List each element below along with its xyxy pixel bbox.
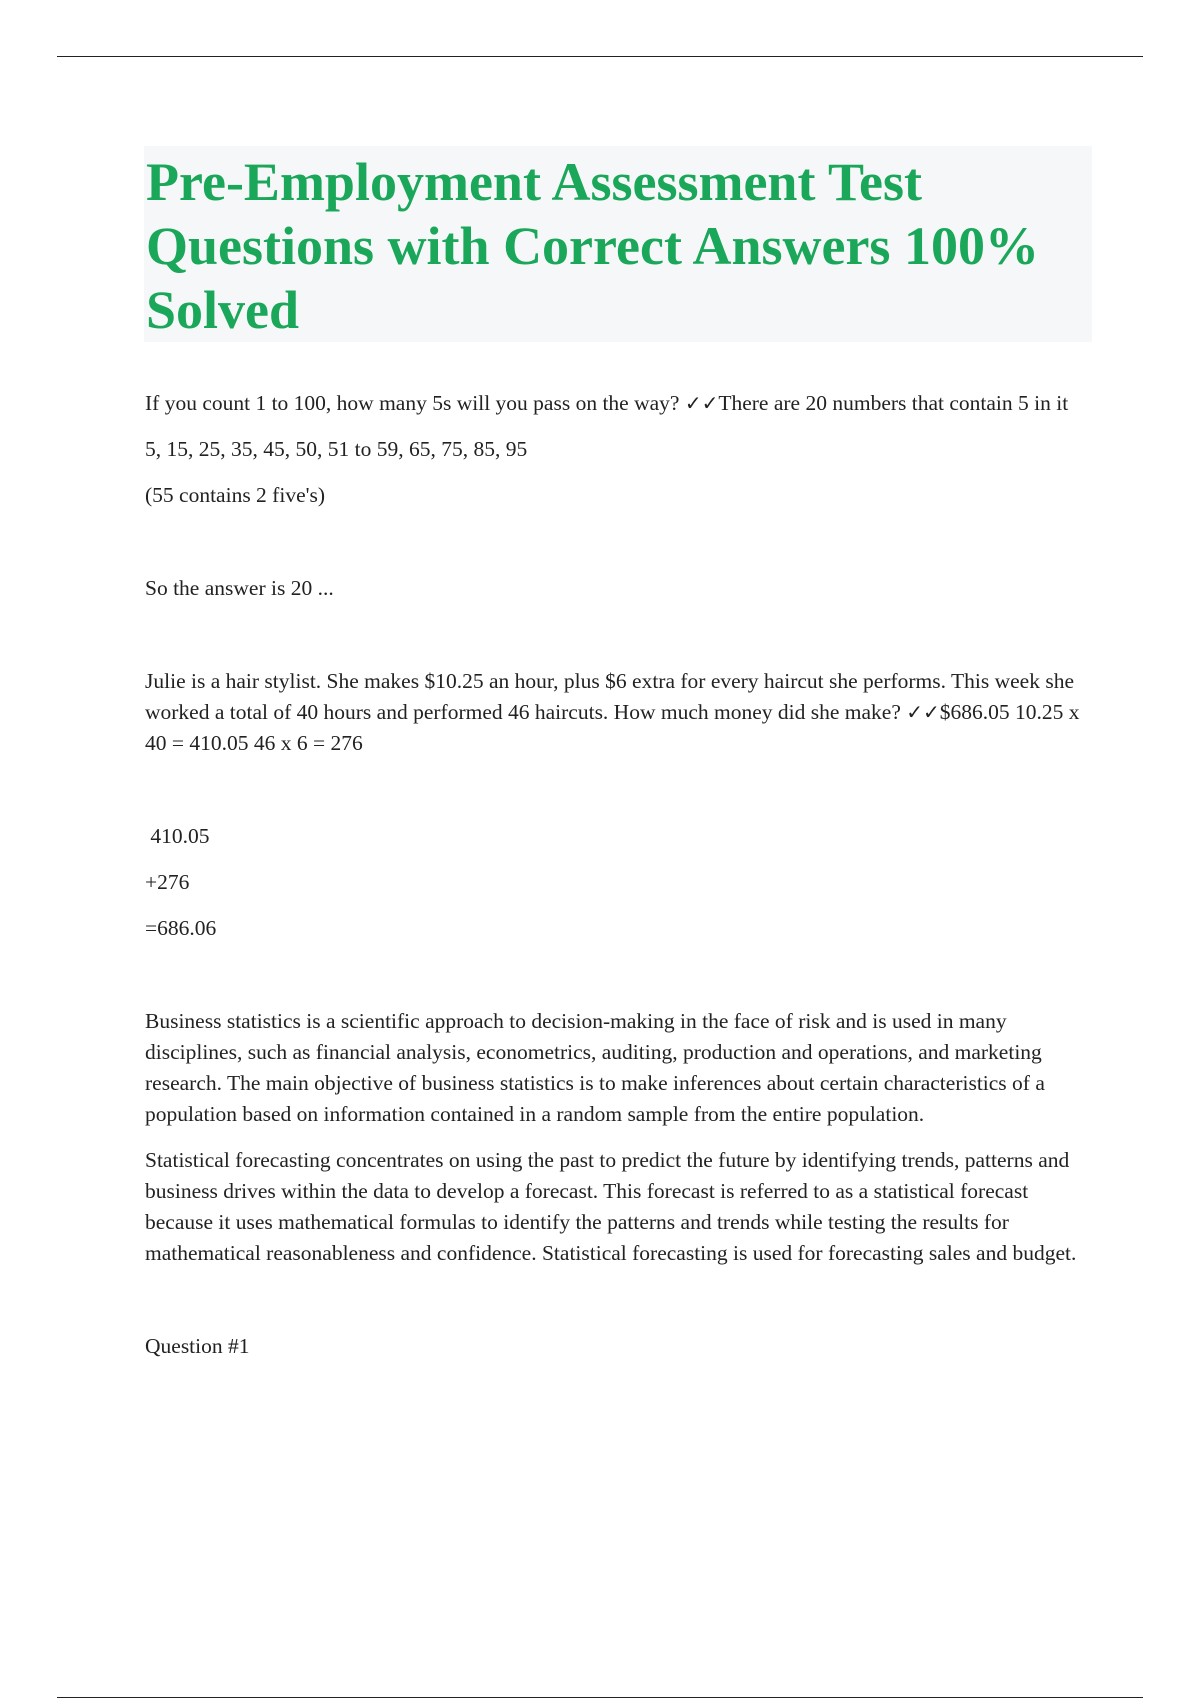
question-2-paragraph: [145, 666, 1090, 759]
calc-line-2: +276: [145, 870, 190, 894]
forecasting-paragraph: Statistical forecasting concentrates on using the past to predict the future by identifying trends, patterns and business drives within the data to develop a forecast. This forecast is referred to as a statistical forecast because it uses mathematical formulas to identify the patterns and trends while testing the results for mathematical reasonableness and confidence. Statistical forecasting is used for forecasting sales and budget.: [145, 1148, 1077, 1265]
title-box: [144, 146, 1092, 342]
business-statistics-paragraph: Business statistics is a scientific approach to decision-making in the face of risk and is used in many disciplines, such as financial analysis, econometrics, auditing, production and operations, and marketing research. The main objective of business statistics is to make inferences about certain characteristics of a population based on information contained in a random sample from the entire population.: [145, 1009, 1045, 1126]
question-2-text: Julie is a hair stylist. She makes $10.25 an hour, plus $6 extra for every haircut she performs. This week she worked a total of 40 hours and performed 46 haircuts. How much money did she make?: [145, 669, 1075, 724]
question-1-note: (55 contains 2 five's): [145, 483, 326, 507]
question-1-answer: There are 20 numbers that contain 5 in it: [718, 391, 1069, 415]
checkmark-icon: ✓✓: [684, 391, 719, 415]
document-title: Pre-Employment Assessment Test Questions with Correct Answers 100% Solved: [146, 152, 1039, 340]
document-body: [145, 388, 1090, 1362]
question-heading: Question #1: [145, 1334, 250, 1358]
header-rule: [57, 56, 1143, 57]
footer-rule: [57, 1697, 1143, 1698]
question-1-list: 5, 15, 25, 35, 45, 50, 51 to 59, 65, 75, 85, 95: [145, 437, 528, 461]
question-2-answer: $686.05 10.25 x 40 = 410.05 46 x 6 = 276: [145, 700, 1080, 755]
question-1-conclusion: So the answer is 20 ...: [145, 576, 334, 600]
question-1-paragraph: [145, 388, 1090, 419]
question-1-text: If you count 1 to 100, how many 5s will you pass on the way?: [145, 391, 680, 415]
calc-line-1-text: 410.05: [150, 824, 210, 848]
calc-line-3: =686.06: [145, 916, 217, 940]
checkmark-icon: ✓✓: [906, 700, 940, 724]
calc-line-1: [145, 821, 1090, 852]
